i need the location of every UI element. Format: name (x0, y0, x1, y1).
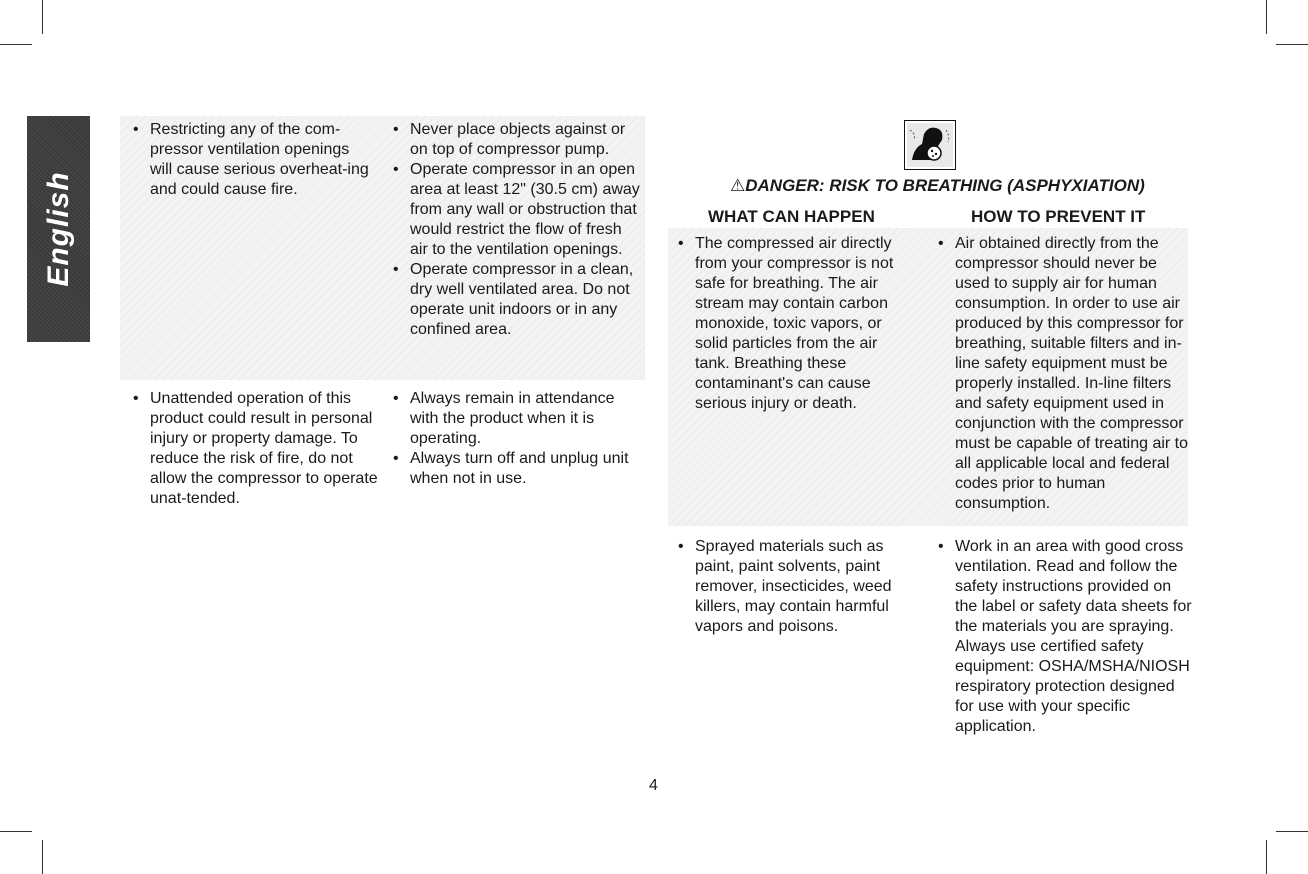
crop-mark (1266, 840, 1267, 874)
list-item: • The compressed air directly from your compressor is not safe for breathing. The air stream may contain carbon monoxide, toxic vapors, or solid particles from the air tank. Breathing these contaminant's can cause serious injury or death. (678, 235, 894, 412)
list-item: • Restricting any of the com-pressor ventilation openings will cause serious overheat-ing and could cause fire. (133, 121, 369, 198)
crop-mark (42, 840, 43, 874)
how-to-prevent-list-2 (930, 537, 1192, 737)
what-can-happen-list-1 (670, 234, 915, 414)
crop-mark (1276, 831, 1308, 832)
list-item: • Operate compressor in an open area at least 12" (30.5 cm) away from any wall or obstruction that would restrict the flow of fresh air to the ventilation openings. (393, 161, 640, 258)
how-to-prevent-heading: HOW TO PREVENT IT (971, 207, 1146, 226)
list-item: • Always turn off and unplug unit when not in use. (393, 450, 629, 487)
crop-mark (0, 44, 32, 45)
crop-mark (42, 0, 43, 34)
list-item: • Air obtained directly from the compressor should never be used to supply air for human consumption. In order to use air produced by this compressor for breathing, suitable filters and in-line safety equipment must be properly installed. In-line filters and safety equipment used in conjunction with the compressor must be capable of treating air to all applicable local and federal codes prior to human consumption. (938, 235, 1189, 512)
list-item: • Unattended operation of this product could result in personal injury or property damage. To reduce the risk of fire, do not allow the compressor to operate unat-tended. (133, 390, 378, 507)
list-item: • Sprayed materials such as paint, paint solvents, paint remover, insecticides, weed killers, may contain harmful vapors and poisons. (678, 538, 892, 635)
column-2-list (385, 389, 643, 489)
language-tab (27, 116, 90, 342)
column-1-list (125, 389, 385, 509)
crop-mark (1276, 44, 1308, 45)
list-item: • Never place objects against or on top of compressor pump. (393, 121, 626, 158)
crop-mark (1266, 0, 1267, 34)
language-tab-label: English (41, 171, 75, 287)
danger-title: ⚠DANGER: RISK TO BREATHING (ASPHYXIATION) (730, 176, 1145, 195)
crop-mark (0, 831, 32, 832)
list-item: • Operate compressor in a clean, dry well ventilated area. Do not operate unit indoors or in any confined area. (393, 261, 634, 338)
column-1-shaded-list (125, 120, 375, 200)
breathing-hazard-icon (904, 120, 956, 170)
how-to-prevent-list-1 (930, 234, 1192, 514)
list-item: • Always remain in attendance with the product when it is operating. (393, 390, 615, 447)
column-2-shaded-list (385, 120, 643, 340)
page-number: 4 (649, 777, 658, 794)
list-item: • Work in an area with good cross ventilation. Read and follow the safety instructions provided on the label or safety data sheets for the materials you are spraying. Always use certified safety equipment: OSHA/MSHA/NIOSH respiratory protection designed for use with your specific application. (938, 538, 1192, 735)
warning-triangle-icon: ⚠ (730, 176, 746, 195)
what-can-happen-list-2 (670, 537, 915, 637)
what-can-happen-heading: WHAT CAN HAPPEN (708, 207, 875, 226)
